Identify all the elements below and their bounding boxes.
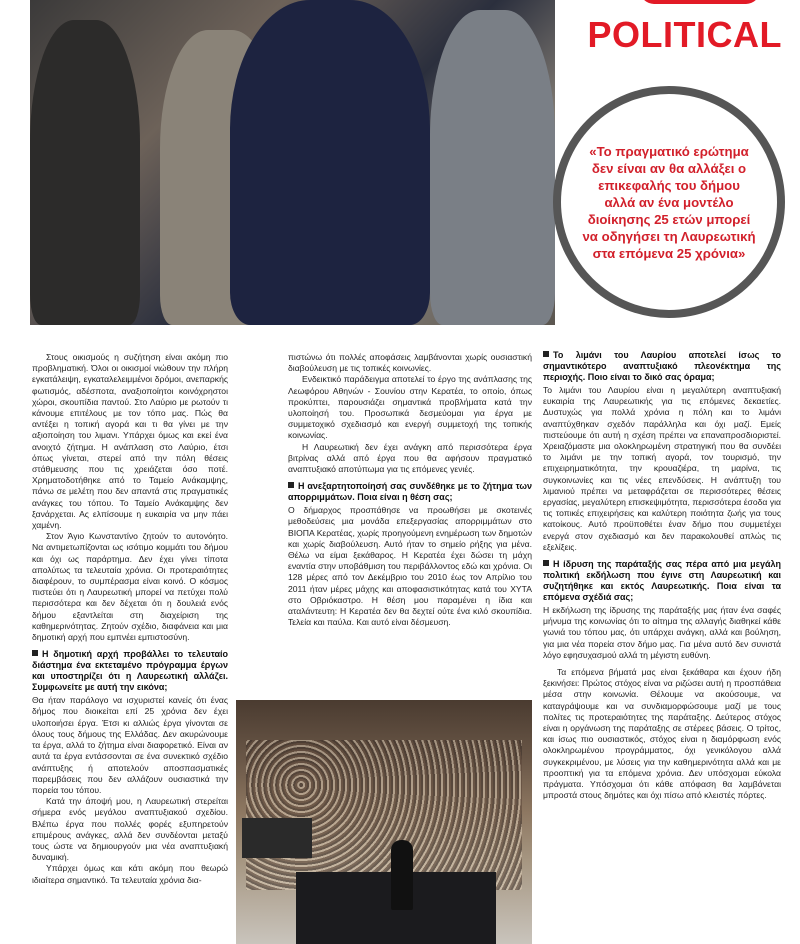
question-heading (288, 481, 532, 503)
main-photo (30, 0, 555, 325)
question-text: Η ανεξαρτητοποίησή σας συνδέθηκε με το ζήτημα των απορριμμάτων. Ποια είναι η θέση σας; (288, 481, 532, 503)
question-heading (543, 350, 781, 383)
paragraph: Θα ήταν παράλογο να ισχυριστεί κανείς ότι ένας δήμος που διοικείται επί 25 χρόνια δεν έχει υλοποιήσει έργα. Έτσι κι αλλιώς έργα γίνονται σε όλους τους δήμους της Ελλάδας. Δεν ακυρώνουμε τα έργα, αλλά το ζήτημα είναι διαφορετικό. Είναι αν αυτά τα έργα εντάσσονται σε ένα συνεκτικό σχέδιο ανάπτυξης ή αποτελούν αποσπασματικές παρεμβάσεις που δεν αλλάζουν ουσιαστικά την πορεία του τόπου. (32, 695, 228, 795)
photo-figure-left (30, 20, 140, 325)
column-3 (543, 350, 781, 802)
paragraph: Υπάρχει όμως και κάτι ακόμη που θεωρώ ιδιαίτερα σημαντικό. Τα τελευταία χρόνια δια- (32, 863, 228, 885)
bullet-square-icon (543, 351, 549, 357)
paragraph: Το λιμάνι του Λαυρίου είναι η μεγαλύτερη αναπτυξιακή ευκαιρία της Λαυρεωτικής για τις επόμενες δεκαετίες. Δυστυχώς για πολλά χρόνια η πόλη και το λιμάνι αναπτύχθηκαν σχεδόν παράλληλα και όχι μαζί. Εμείς πιστεύουμε ότι αυτή η σχέση πρέπει να επαναπροσδιοριστεί. Χρειαζόμαστε μια ολοκληρωμένη στρατηγική που θα συνδέει το λιμάνι με την τοπική αγορά, τον τουρισμό, την επιχειρηματικότητα, την κρουαζιέρα, τη μαρίνα, τις συγκοινωνίες και τις νέες επενδύσεις. Η ανάπτυξη του λιμανιού πρέπει να μεταφράζεται σε περισσότερες θέσεις εργασίας, μεγαλύτερη επισκεψιμότητα, περισσότερα έσοδα για τις τοπικές επιχειρήσεις και καλύτερη ποιότητα ζωής για τους κατοίκους. Αυτό προϋποθέτει έναν δήμο που συμμετέχει ενεργά στον σχεδιασμό και δεν παρακολουθεί απλώς τις εξελίξεις. (543, 385, 781, 552)
brand-decoration (640, 0, 760, 4)
photo-speaker (391, 840, 413, 910)
paragraph: Στους οικισμούς η συζήτηση είναι ακόμη πιο προβληματική. Όλοι οι οικισμοί νιώθουν την πλήρη εγκατάλειψη, εγκαταλελειμμένοι δρόμοι, ανεπαρκής φωτισμός, αδέσποτα, αναξιοποίητοι κοινόχρηστοι χώροι, σκουπίδια παντού. Στο Λαύριο με ρωτούν τι κάνουμε επιτέλους με τον τόπο μας. Πώς θα αντέξει η τοπική αγορά και τι θα γίνει με την αξιοποίηση του λιμανι. Υπάρχει όμως και εκεί ένα ανοιχτό ζήτημα. Η ανάπλαση στο Λαύριο, έτσι όπως γίνεται, στερεί από την πόλη θέσεις στάθμευσης που τις χρειάζεται όσο ποτέ. Χρηματοδοτήθηκε από το Ταμείο Ανάκαμψης, πάνω σε μελέτη που δεν απαντά στις πραγματικές ανάγκες του τόπου. Το Ταμείο Ανάκαμψης δεν ξανάρχεται. Ας ελπίσουμε η ευκαιρία να μην πάει χαμένη. (32, 352, 228, 531)
paragraph: Κατά την άποψή μου, η Λαυρεωτική στερείται σήμερα ενός μεγάλου αναπτυξιακού σχεδίου. Βλέπω έργα που πολλές φορές εξυπηρετούν επιμέρους ανάγκες, αλλά δεν συνδέονται μεταξύ τους ώστε να δημιουργούν μια νέα αναπτυξιακή δυναμική. (32, 796, 228, 863)
question-heading (543, 559, 781, 603)
photo-figure-right (430, 10, 555, 325)
event-photo (236, 700, 532, 944)
paragraph: Η εκδήλωση της ίδρυσης της παράταξής μας ήταν ένα σαφές μήνυμα της κοινωνίας ότι το αίτημα της αλλαγής διαθηκεί κάθε γωνιά του τόπου μας, ότι υπάρχει ανάγκη, αλλά και βούληση, για μια νέα πορεία στον δήμο μας. Για μένα αυτό δεν συνιστά λόγο εφησυχασμού αλλά τη μέγιστη ευθύνη. (543, 605, 781, 660)
photo-screen (242, 818, 312, 858)
bullet-square-icon (288, 482, 294, 488)
section-brand: POLITICAL (587, 14, 782, 55)
question-heading (32, 649, 228, 693)
bullet-square-icon (32, 650, 38, 656)
column-1 (32, 352, 228, 886)
question-text: Το λιμάνι του Λαυρίου αποτελεί ίσως το σημαντικότερο αναπτυξιακό πλεονέκτημα της περιοχής. Ποιο είναι το δικό σας όραμα; (543, 350, 781, 382)
column-2 (288, 352, 532, 628)
pull-quote-text: «Το πραγματικό ερώτημα δεν είναι αν θα αλλάξει ο επικεφαλής του δήμου αλλά αν ένα μοντέλο διοίκησης 25 ετών μπορεί να οδηγήσει τη Λαυρεωτική στα επόμενα 25 χρόνια» (582, 143, 756, 261)
paragraph: Στον Άγιο Κωνσταντίνο ζητούν το αυτονόητο. Να αντιμετωπίζονται ως ισότιμο κομμάτι του δήμου και όχι ως παράρτημα. Δεν έχει γίνει τίποτα απολύτως τα τελευταία χρόνια. Οι προτεραιότητες διαφέρουν, το συμπέρασμα είναι κοινό. Ο κόσμος πιστεύει ότι η Λαυρεωτική μπορεί να πετύχει πολύ περισσότερα και δεν δέχεται ότι η δουλειά ενός δήμου εξαντλείται στη διαχείριση της καθημερινότητας. Ζητούν σχέδιο, διαφάνεια και μια δημοτική αρχή που εμπνέει εμπιστοσύνη. (32, 531, 228, 643)
paragraph: Τα επόμενα βήματά μας είναι ξεκάθαρα και έχουν ήδη ξεκινήσει: Πρώτος στόχος είναι να ριζώσει αυτή η προσπάθεια μέσα στην κοινωνία. Θέλουμε να ακούσουμε, να καταγράψουμε και να συνδιαμορφώσουμε μαζί με τους πολίτες τις προτεραιότητες της παράταξης. Δεύτερος στόχος είναι η οργάνωση της παράταξης σε στέρεες βάσεις. Ο τρίτος, και ίσως πιο ουσιαστικός, στόχος είναι η διαμόρφωση ενός ολοκληρωμένου προγράμματος, όχι γενικόλογου αλλά συγκεκριμένου, με λύσεις για την καθημερινότητα αλλά και με προοπτική για τα επόμενα χρόνια. Δεν υπόσχομαι εύκολα πράγματα. Υπόσχομαι ότι κάθε απόφαση θα λαμβάνεται μπροστά στους δημότες και όχι πίσω από κλειστές πόρτες. (543, 667, 781, 801)
question-text: Η ίδρυση της παράταξής σας πέρα από μια μεγάλη πολιτική εκδήλωση που έγινε στη Λαυρεωτική και συζητήθηκε και εκτός Λαυρεωτικής. Ποια είναι τα επόμενα σχέδιά σας; (543, 559, 781, 603)
bullet-square-icon (543, 560, 549, 566)
question-text: Η δημοτική αρχή προβάλλει το τελευταίο διάστημα ένα εκτεταμένο πρόγραμμα έργων και υποστηρίζει ότι η Λαυρεωτική αλλάζει. Συμφωνείτε με αυτή την εικόνα; (32, 649, 228, 693)
paragraph: πιστώνω ότι πολλές αποφάσεις λαμβάνονται χωρίς ουσιαστική διαβούλευση με τις τοπικές κοινωνίες. (288, 352, 532, 374)
paragraph: Ο δήμαρχος προσπάθησε να προωθήσει με σκοτεινές μεθοδεύσεις μια μονάδα επεξεργασίας απορριμμάτων στο ΒΙΟΠΑ Κερατέας, χωρίς προηγούμενη ενημέρωση των δημοτών και χωρίς διαβούλευση. Αυτό ήταν το σημείο ρήξης για μένα. Θέλω να είμαι ξεκάθαρος. Η Κερατέα έχει δώσει τη μάχη εναντία στην υποβάθμιση του περιβάλλοντος εδώ και χρόνια. Οι 128 μέρες από τον Δεκέμβριο του 2010 έως τον Απρίλιο του 2011 ήταν μέρες μάχης και αποφασιστικότητας κατά του ΧΥΤΑ στο Οβριόκαστρο. Η θέση μου παραμένει η ίδια και αταλάντευτη: Η Κερατέα δεν θα δεχτεί ούτε ένα κιλό σκουπίδια. Τελεία και παύλα. Και αυτό είναι δέσμευση. (288, 505, 532, 628)
paragraph: Ενδεικτικό παράδειγμα αποτελεί το έργο της ανάπλασης της Λεωφόρου Αθηνών - Σουνίου στην Κερατέα, το οποίο, όπως προκύπτει, παρουσιάζει σημαντικά προβλήματα κατά την υλοποίησή του. Προσωπικά δεσμεύομαι για έργα με συμμετοχικό σχεδιασμό και ενεργή συμμετοχή της τοπικής κοινωνίας. (288, 374, 532, 441)
photo-figure-suit (230, 0, 430, 325)
photo-audience (246, 740, 522, 890)
pull-quote (553, 86, 785, 318)
paragraph: Η Λαυρεωτική δεν έχει ανάγκη από περισσότερα έργα βιτρίνας αλλά από έργα που θα αφήσουν πραγματικό αναπτυξιακό αποτύπωμα για τις επόμενες γενιές. (288, 441, 532, 475)
